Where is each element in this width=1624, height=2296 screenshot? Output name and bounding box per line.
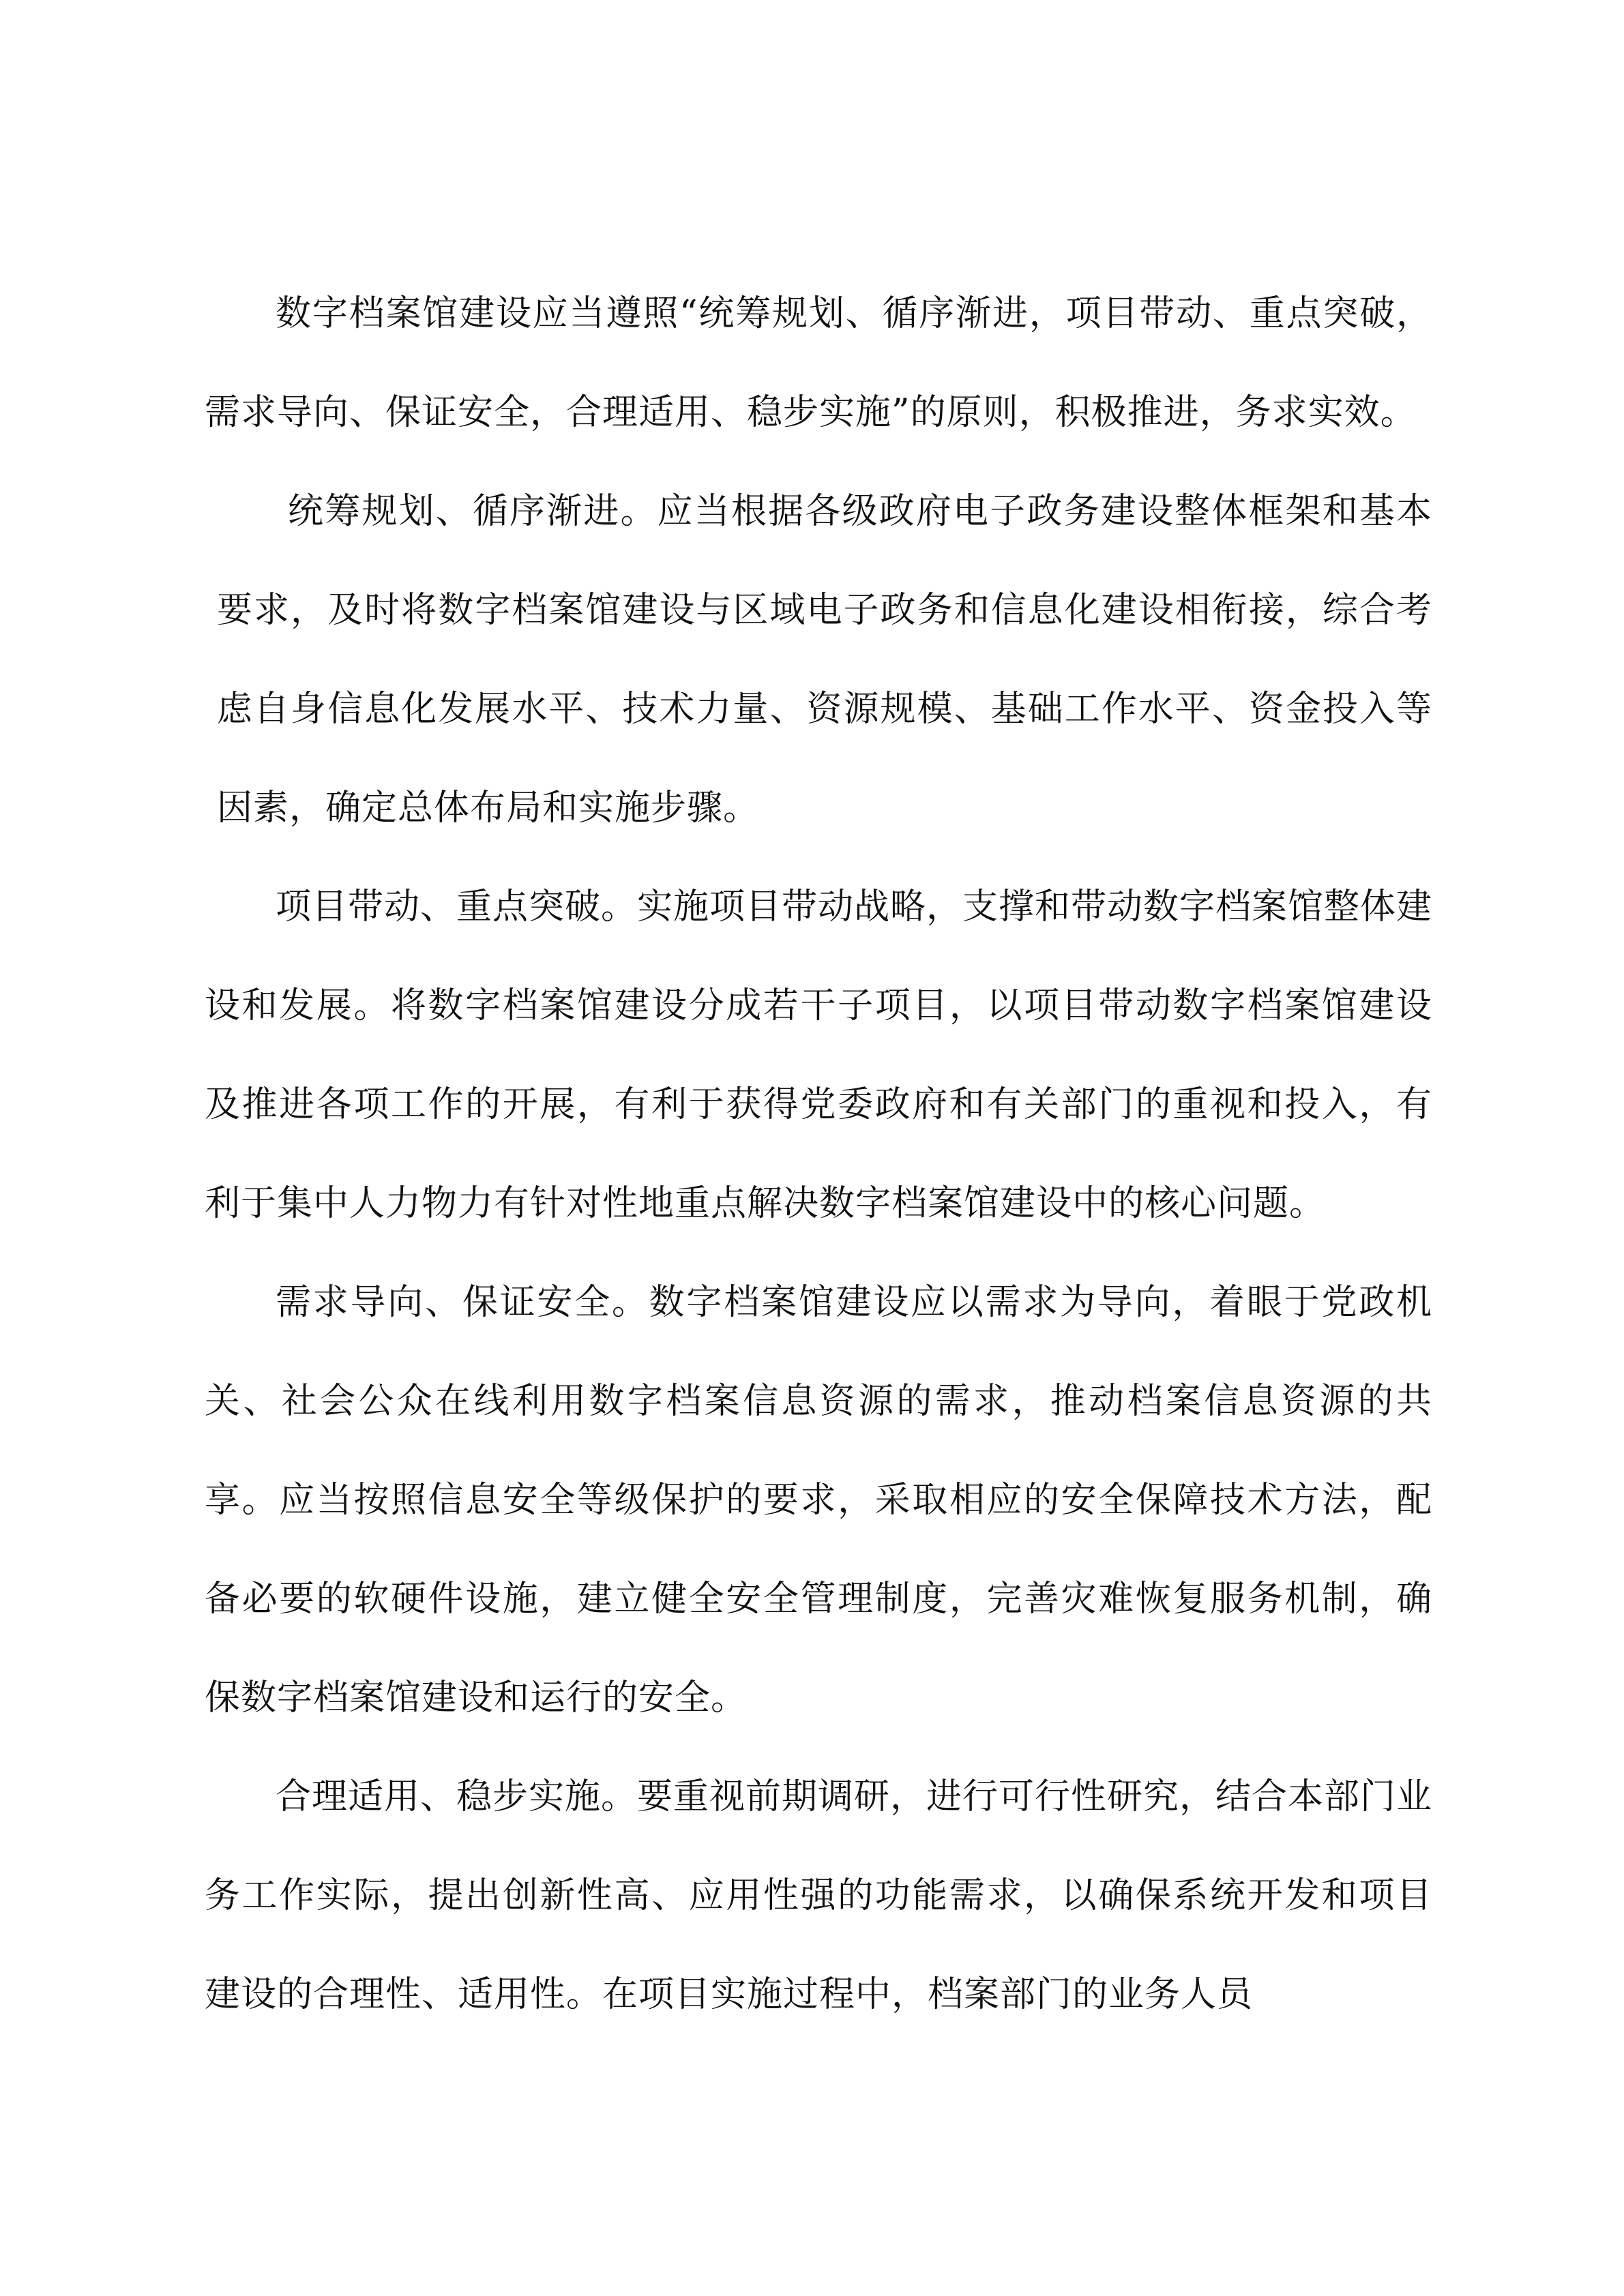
body-text [205, 265, 1432, 2044]
paragraph-principles: 数字档案馆建设应当遵照“统筹规划、循序渐进，项目带动、重点突破，需求导向、保证安全，合理适用、稳步实施”的原则，积极推进，务求实效。 [205, 293, 1432, 433]
paragraph-projects: 项目带动、重点突破。实施项目带动战略，支撑和带动数字档案馆整体建设和发展。将数字档案馆建设分成若干子项目，以项目带动数字档案馆建设及推进各项工作的开展，有利于获得党委政府和有关部门的重视和投入，有利于集中人力物力有针对性地重点解决数字档案馆建设中的核心问题。 [205, 886, 1433, 1224]
paragraph-demand-security: 需求导向、保证安全。数字档案馆建设应以需求为导向，着眼于党政机关、社会公众在线利用数字档案信息资源的需求，推动档案信息资源的共享。应当按照信息安全等级保护的要求，采取相应的安全保障技术方法，配备必要的软硬件设施，建立健全安全管理制度，完善灾难恢复服务机制，确保数字档案馆建设和运行的安全。 [205, 1282, 1432, 1718]
paragraph-planning: 统筹规划、循序渐进。应当根据各级政府电子政务建设整体框架和基本要求，及时将数字档案馆建设与区域电子政务和信息化建设相衔接，综合考虑自身信息化发展水平、技术力量、资源规模、基础工作水平、资金投入等因素，确定总体布局和实施步骤。 [217, 491, 1432, 829]
paragraph-implementation: 合理适用、稳步实施。要重视前期调研，进行可行性研究，结合本部门业务工作实际，提出创新性高、应用性强的功能需求，以确保系统开发和项目建设的合理性、适用性。在项目实施过程中，档案部门的业务人员 [205, 1776, 1433, 2015]
